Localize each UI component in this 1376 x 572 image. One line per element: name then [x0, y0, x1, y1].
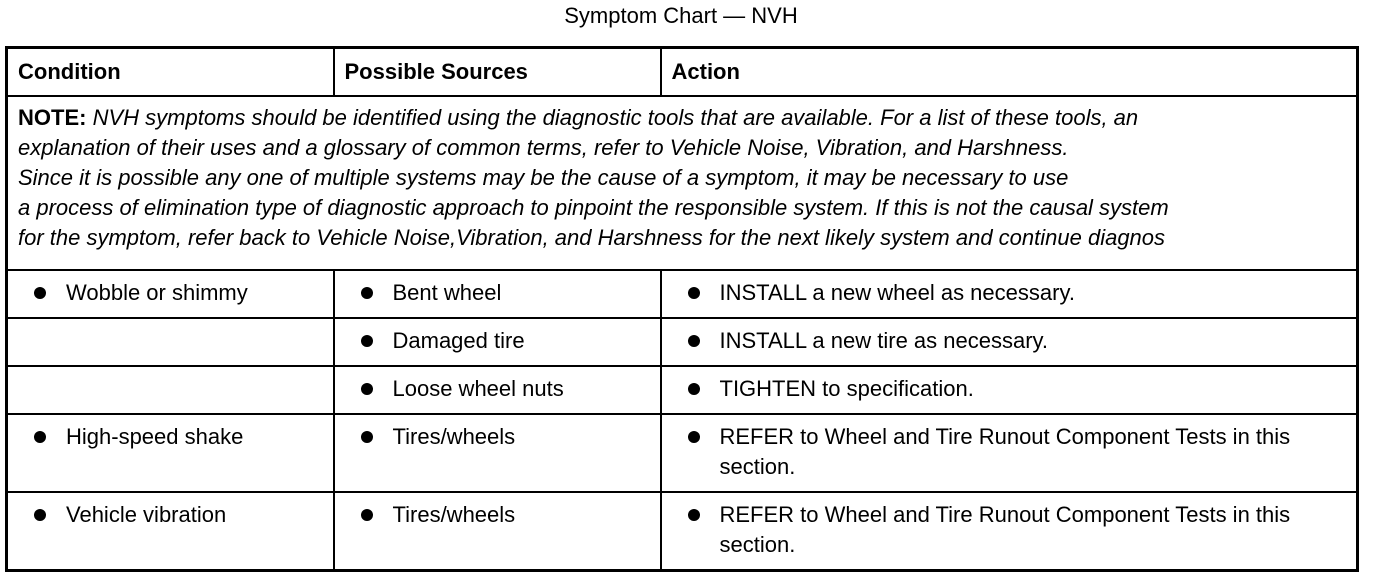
header-possible-sources: Possible Sources [334, 48, 661, 97]
note-cell [7, 96, 1358, 270]
bullet-icon [361, 383, 373, 395]
condition-text: Vehicle vibration [66, 502, 227, 527]
source-cell [334, 270, 661, 318]
header-action: Action [661, 48, 1358, 97]
action-cell [661, 414, 1358, 492]
source-text: Damaged tire [392, 328, 525, 353]
note-label: NOTE: [18, 105, 87, 130]
table-row [7, 414, 1358, 492]
note-row [7, 96, 1358, 270]
bullet-icon [34, 287, 46, 299]
source-text: Loose wheel nuts [392, 376, 564, 401]
table-row [7, 270, 1358, 318]
condition-cell [7, 366, 334, 414]
source-cell [334, 318, 661, 366]
bullet-icon [34, 431, 46, 443]
note-line: for the symptom, refer back to Vehicle Noise,Vibration, and Harshness for the next likely system and continue diagnos [18, 225, 1166, 250]
action-cell [661, 492, 1358, 571]
action-text: TIGHTEN to specification. [719, 376, 974, 401]
note-line: Since it is possible any one of multiple systems may be the cause of a symptom, it may be necessary to use [18, 165, 1069, 190]
action-cell [661, 318, 1358, 366]
condition-cell [7, 270, 334, 318]
bullet-icon [361, 287, 373, 299]
bullet-icon [361, 335, 373, 347]
bullet-icon [688, 431, 700, 443]
source-cell [334, 492, 661, 571]
note-line [18, 103, 1356, 133]
condition-cell [7, 318, 334, 366]
condition-text: Wobble or shimmy [66, 280, 248, 305]
symptom-table [5, 46, 1359, 572]
table-row [7, 366, 1358, 414]
action-text: REFER to Wheel and Tire Runout Component Tests in this section. [719, 502, 1291, 557]
condition-text: High-speed shake [66, 424, 244, 449]
source-cell [334, 414, 661, 492]
bullet-icon [688, 335, 700, 347]
source-text: Tires/wheels [392, 502, 516, 527]
action-text: INSTALL a new tire as necessary. [719, 328, 1049, 353]
bullet-icon [361, 431, 373, 443]
source-text: Bent wheel [392, 280, 502, 305]
note-text: NVH symptoms should be identified using the diagnostic tools that are available. For a list of these tools, an [92, 105, 1139, 130]
header-row [7, 48, 1358, 97]
source-text: Tires/wheels [392, 424, 516, 449]
bullet-icon [688, 509, 700, 521]
bullet-icon [34, 509, 46, 521]
condition-cell [7, 492, 334, 571]
header-condition: Condition [7, 48, 334, 97]
action-cell [661, 366, 1358, 414]
bullet-icon [688, 287, 700, 299]
action-cell [661, 270, 1358, 318]
table-row [7, 318, 1358, 366]
chart-title: Symptom Chart — NVH [564, 3, 798, 28]
action-text: INSTALL a new wheel as necessary. [719, 280, 1075, 305]
action-text: REFER to Wheel and Tire Runout Component Tests in this section. [719, 424, 1291, 479]
note-line: explanation of their uses and a glossary of common terms, refer to Vehicle Noise, Vibration, and Harshness. [18, 135, 1069, 160]
table-row [7, 492, 1358, 571]
source-cell [334, 366, 661, 414]
bullet-icon [688, 383, 700, 395]
bullet-icon [361, 509, 373, 521]
condition-cell [7, 414, 334, 492]
note-line: a process of elimination type of diagnostic approach to pinpoint the responsible system. If this is not the causal system [18, 195, 1169, 220]
